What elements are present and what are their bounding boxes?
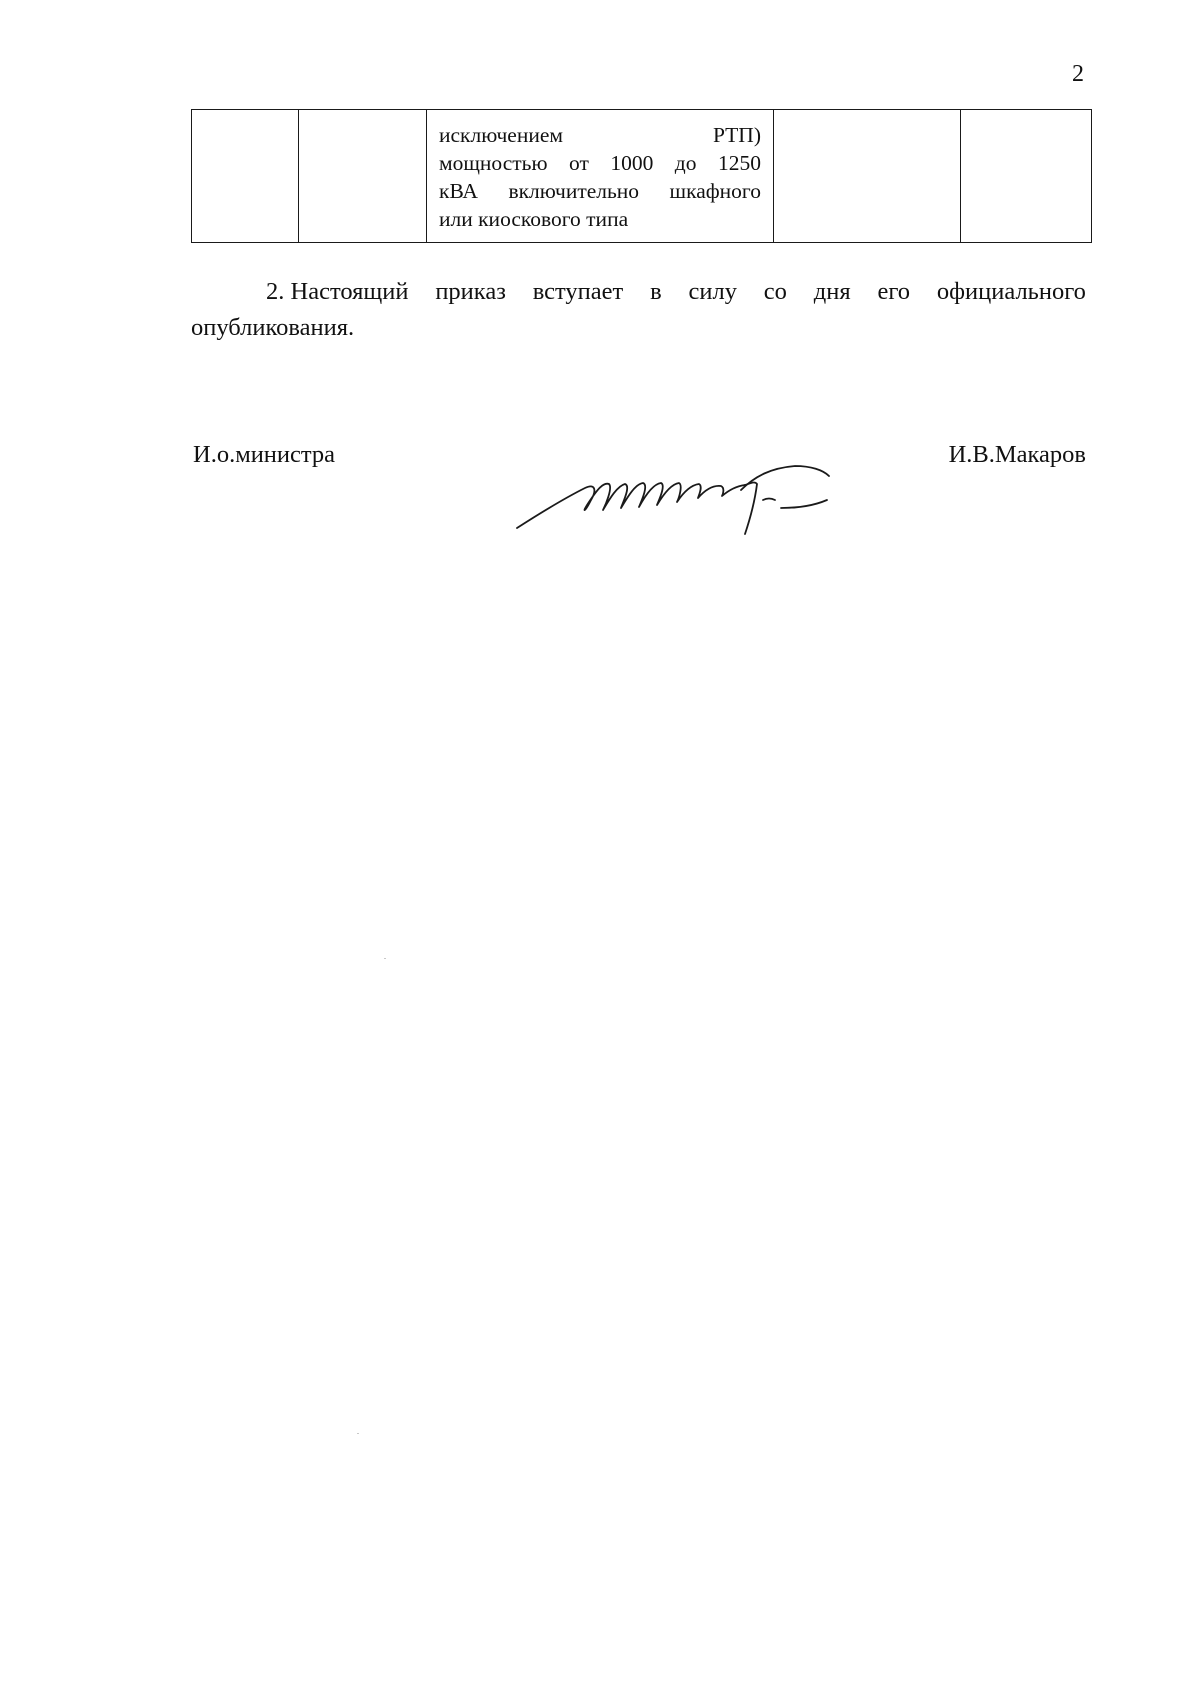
paragraph-word: со — [763, 278, 787, 305]
cell-line-3 — [439, 177, 761, 205]
paragraph-word: его — [877, 278, 911, 305]
table-cell-3 — [427, 110, 774, 243]
cell-word: включительно — [508, 179, 640, 203]
paragraph-word: в — [650, 278, 662, 305]
cell-word: мощностью — [439, 151, 548, 175]
paragraph-word: 2. Настоящий — [266, 278, 409, 305]
handwritten-signature — [505, 450, 885, 550]
paragraph-line-2: опубликования. — [191, 314, 355, 341]
cell-word: 1000 — [610, 151, 654, 175]
cell-word: кВА — [439, 179, 478, 203]
paragraph-word: приказ — [435, 278, 506, 305]
table-cell-1 — [192, 110, 299, 243]
paragraph-line-1 — [191, 274, 1086, 310]
cell-word: исключением — [439, 123, 563, 147]
signer-name: И.В.Макаров — [948, 441, 1086, 468]
cell-word: 1250 — [717, 151, 761, 175]
cell-word: шкафного — [669, 179, 761, 203]
scan-speck — [384, 958, 386, 959]
scan-speck — [357, 1433, 359, 1434]
paragraph-word: силу — [688, 278, 737, 305]
page-number: 2 — [1072, 61, 1084, 87]
cell-word: от — [568, 151, 589, 175]
cell-line-4: или киоскового типа — [439, 207, 629, 231]
table-cell-4 — [774, 110, 961, 243]
cell-description — [427, 110, 773, 241]
table-row — [192, 110, 1092, 243]
paragraph-word: вступает — [532, 278, 624, 305]
table-cell-2 — [299, 110, 427, 243]
table-cell-5 — [961, 110, 1092, 243]
order-paragraph — [191, 274, 1086, 346]
paragraph-word: официального — [936, 278, 1086, 305]
paragraph-word: дня — [813, 278, 851, 305]
cell-line-2 — [439, 149, 761, 177]
signer-title: И.о.министра — [193, 441, 336, 468]
cell-word: РТП) — [712, 123, 761, 147]
continuation-table — [191, 109, 1092, 243]
cell-line-1 — [439, 121, 761, 149]
cell-word: до — [674, 151, 697, 175]
